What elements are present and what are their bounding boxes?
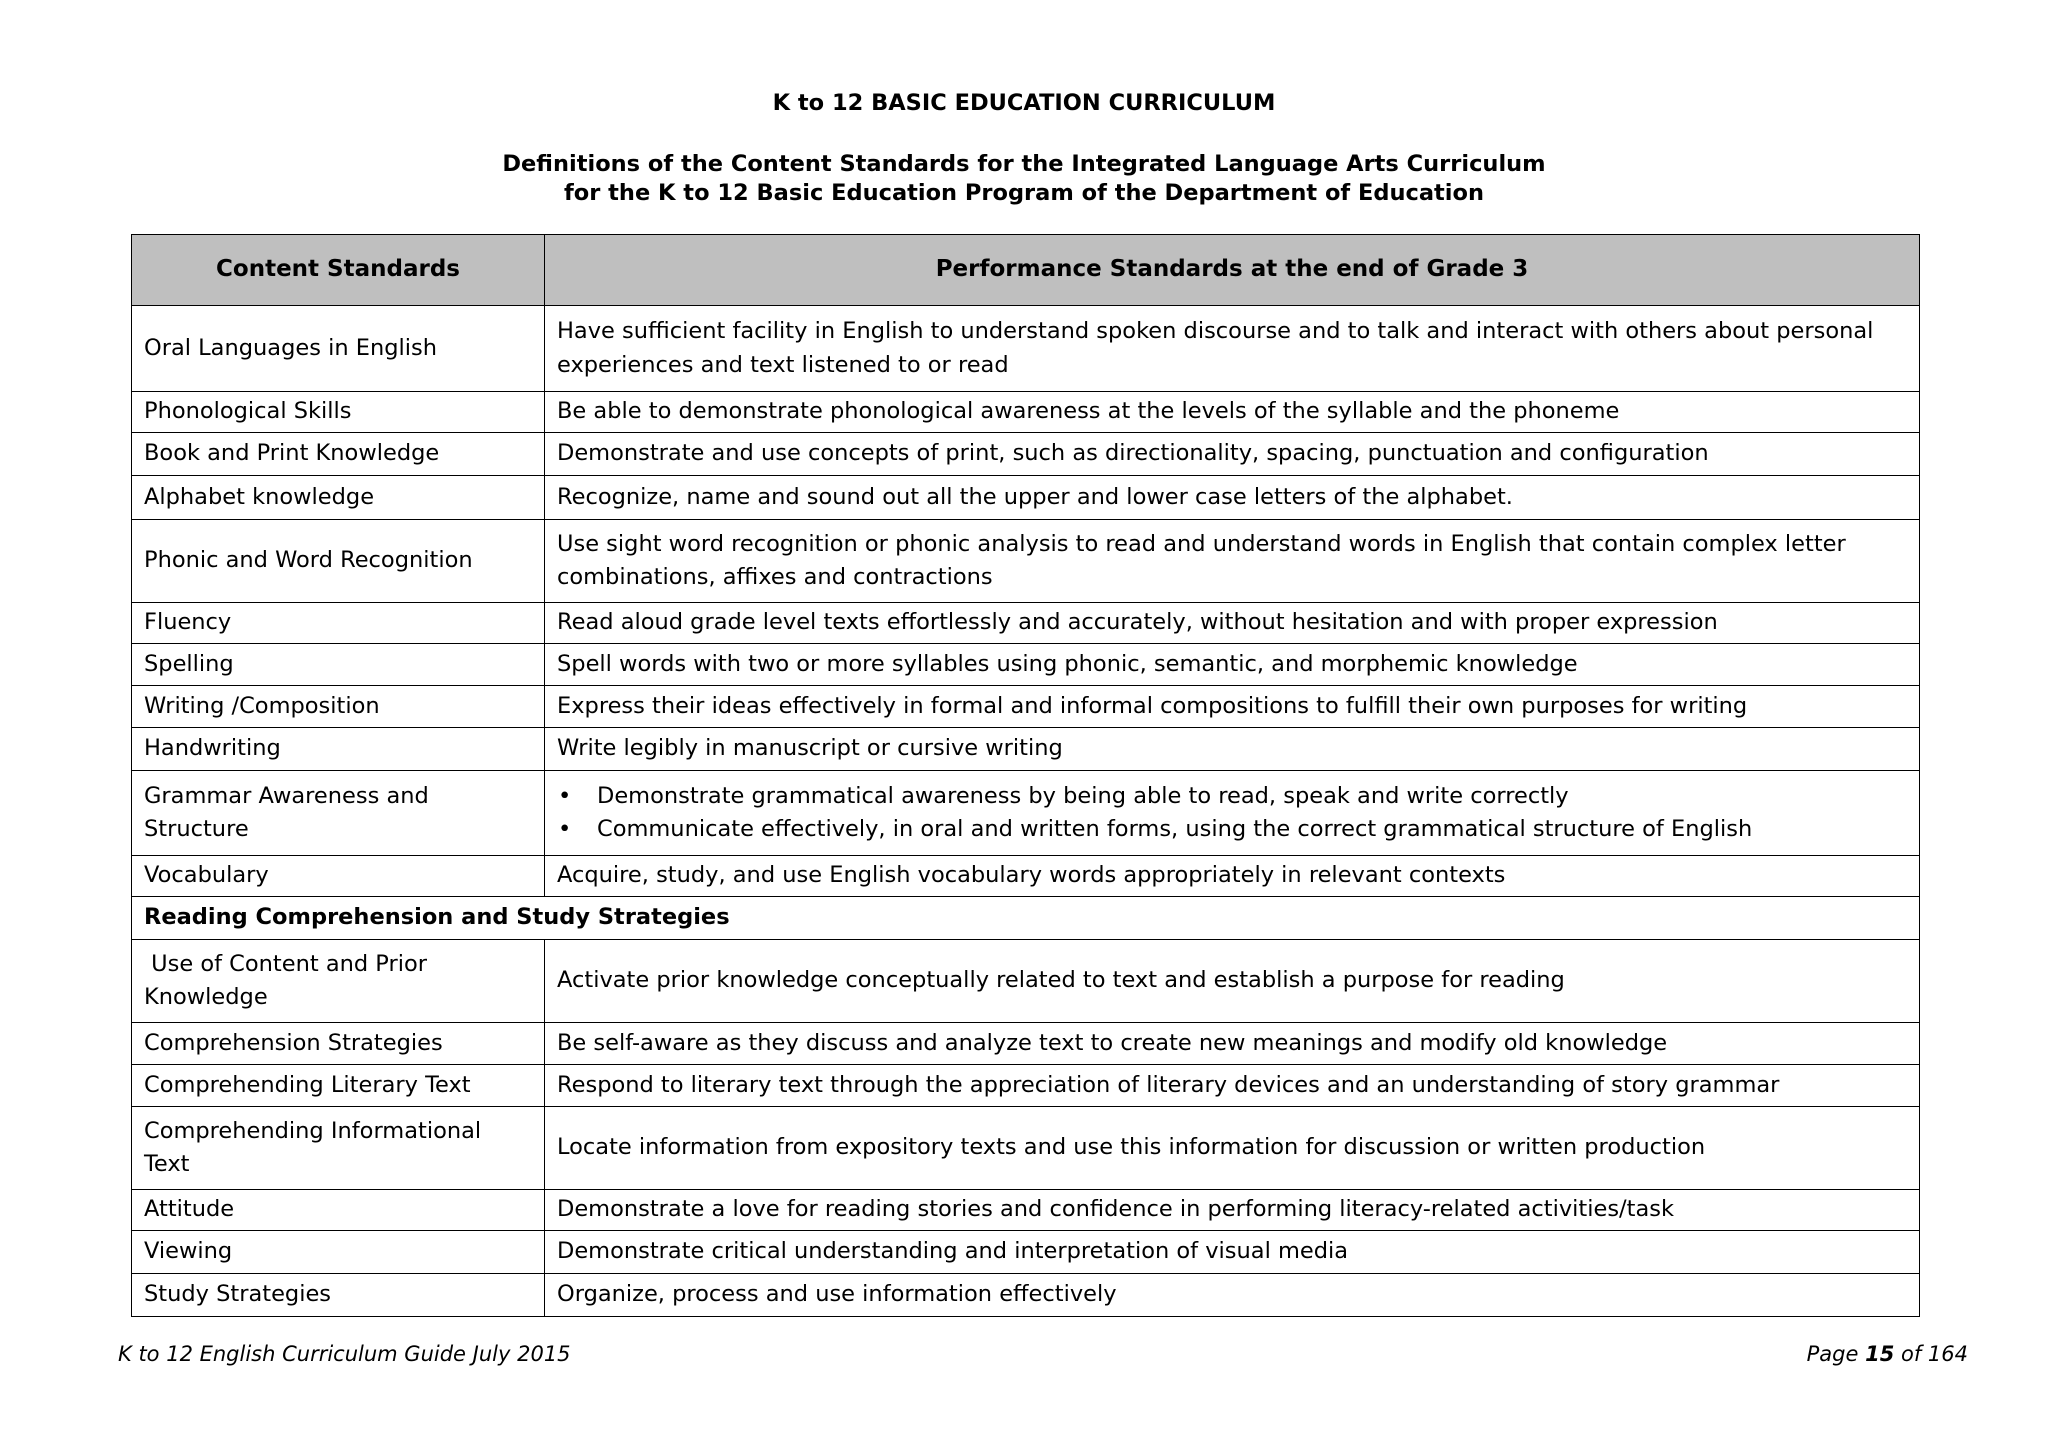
table-row [132, 1190, 1920, 1231]
current-page: 15 [1865, 1342, 1895, 1366]
performance-standard-cell: Be self-aware as they discuss and analyze text to create new meanings and modify old knowledge [545, 1023, 1920, 1065]
content-standard-cell: Use of Content and Prior Knowledge [132, 940, 545, 1023]
performance-standard-cell: Express their ideas effectively in formal and informal compositions to fulfill their own purposes for writing [545, 686, 1920, 728]
content-standard-cell: Comprehension Strategies [132, 1023, 545, 1065]
header-content-standards: Content Standards [132, 235, 545, 306]
content-standard-cell: Writing /Composition [132, 686, 545, 728]
table-row [132, 686, 1920, 728]
performance-standard-cell: Locate information from expository texts and use this information for discussion or written production [545, 1107, 1920, 1190]
performance-standard-cell: Be able to demonstrate phonological awareness at the levels of the syllable and the phoneme [545, 392, 1920, 433]
content-standard-cell: Phonological Skills [132, 392, 545, 433]
section-heading-row [132, 897, 1920, 940]
footer-page-number [1807, 1340, 1968, 1368]
content-standard-cell: Oral Languages in English [132, 306, 545, 392]
performance-standard-cell: Acquire, study, and use English vocabulary words appropriately in relevant contexts [545, 856, 1920, 897]
table-row [132, 603, 1920, 644]
performance-standard-cell: Demonstrate and use concepts of print, such as directionality, spacing, punctuation and configuration [545, 433, 1920, 476]
content-standard-cell: Book and Print Knowledge [132, 433, 545, 476]
table-row [132, 1231, 1920, 1274]
table-row [132, 476, 1920, 520]
content-standard-cell: Alphabet knowledge [132, 476, 545, 520]
content-standard-cell: Attitude [132, 1190, 545, 1231]
performance-standard-cell: Recognize, name and sound out all the upper and lower case letters of the alphabet. [545, 476, 1920, 520]
performance-standard-cell: Spell words with two or more syllables using phonic, semantic, and morphemic knowledge [545, 644, 1920, 686]
content-standard-cell: Viewing [132, 1231, 545, 1274]
performance-standard-cell [545, 771, 1920, 856]
header-performance-standards: Performance Standards at the end of Grade 3 [545, 235, 1920, 306]
document-title: K to 12 BASIC EDUCATION CURRICULUM [772, 90, 1276, 116]
performance-standard-cell: Demonstrate critical understanding and interpretation of visual media [545, 1231, 1920, 1274]
content-standard-cell: Study Strategies [132, 1274, 545, 1317]
table-row [132, 1274, 1920, 1317]
bullet-item: • Communicate effectively, in oral and written forms, using the correct grammatical structure of English [557, 813, 1907, 847]
performance-standard-cell: Demonstrate a love for reading stories and confidence in performing literacy-related activities/task [545, 1190, 1920, 1231]
content-standard-cell: Vocabulary [132, 856, 545, 897]
table-row [132, 1107, 1920, 1190]
bullet-item: • Demonstrate grammatical awareness by being able to read, speak and write correctly [557, 780, 1907, 814]
content-standard-cell: Grammar Awareness and Structure [132, 771, 545, 856]
page-label: Page [1806, 1342, 1859, 1366]
performance-standard-cell: Have sufficient facility in English to understand spoken discourse and to talk and interact with others about personal experiences and text listened to or read [545, 306, 1920, 392]
document-subtitle-line2: for the K to 12 Basic Education Program of the Department of Education [564, 180, 1484, 206]
content-standard-cell: Fluency [132, 603, 545, 644]
content-standard-cell: Handwriting [132, 728, 545, 771]
page-total: of 164 [1901, 1342, 1968, 1366]
table-row [132, 940, 1920, 1023]
content-standard-cell: Comprehending Literary Text [132, 1065, 545, 1107]
performance-standard-cell: Respond to literary text through the appreciation of literary devices and an understanding of story grammar [545, 1065, 1920, 1107]
bullet-list [557, 780, 1907, 847]
table-row [132, 728, 1920, 771]
table-row [132, 644, 1920, 686]
performance-standard-cell: Use sight word recognition or phonic analysis to read and understand words in English that contain complex letter combinations, affixes and contractions [545, 520, 1920, 603]
content-standard-cell: Spelling [132, 644, 545, 686]
content-standard-cell: Phonic and Word Recognition [132, 520, 545, 603]
document-subtitle-line1: Definitions of the Content Standards for the Integrated Language Arts Curriculum [502, 151, 1546, 177]
table-row [132, 520, 1920, 603]
standards-table [131, 234, 1920, 1317]
table-row [132, 433, 1920, 476]
performance-standard-cell: Activate prior knowledge conceptually related to text and establish a purpose for reading [545, 940, 1920, 1023]
table-header-row [132, 235, 1920, 306]
section-heading: Reading Comprehension and Study Strategies [132, 897, 1920, 940]
table-row [132, 1023, 1920, 1065]
footer-guide-title: K to 12 English Curriculum Guide July 2015 [118, 1342, 571, 1366]
table-row [132, 1065, 1920, 1107]
table-row [132, 392, 1920, 433]
performance-standard-cell: Write legibly in manuscript or cursive writing [545, 728, 1920, 771]
table-row [132, 771, 1920, 856]
performance-standard-cell: Organize, process and use information effectively [545, 1274, 1920, 1317]
table-row [132, 856, 1920, 897]
performance-standard-cell: Read aloud grade level texts effortlessly and accurately, without hesitation and with proper expression [545, 603, 1920, 644]
table-row [132, 306, 1920, 392]
content-standard-cell: Comprehending Informational Text [132, 1107, 545, 1190]
